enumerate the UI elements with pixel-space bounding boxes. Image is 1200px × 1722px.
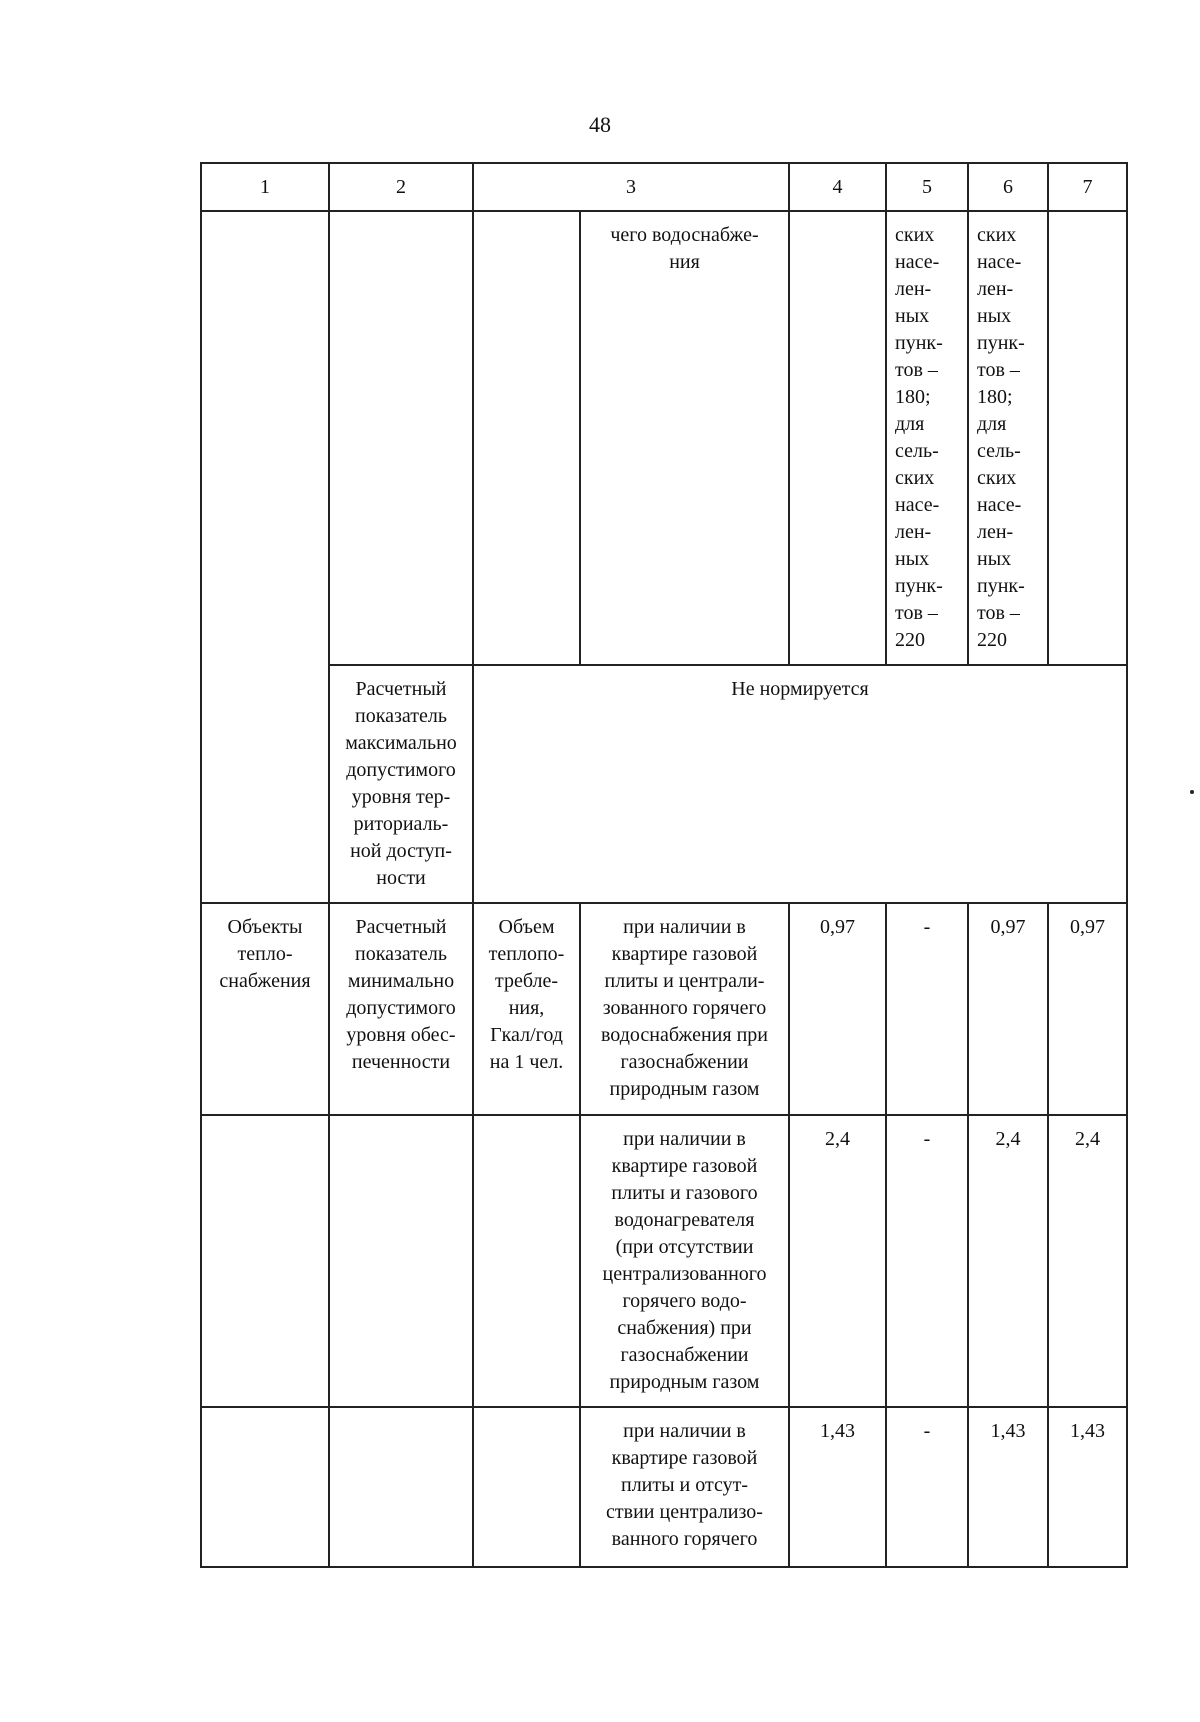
cell-condition: чего водоснабже- ния <box>580 211 789 665</box>
cell-value-5: - <box>886 1115 968 1407</box>
cell-value-4: 1,43 <box>789 1407 886 1567</box>
cell-value-6: ских насе- лен- ных пунк- тов – 180; для сель- ских насе- лен- ных пунк- тов – 220 <box>968 211 1048 665</box>
cell-unit-empty <box>473 1115 580 1407</box>
cell-value-5: - <box>886 903 968 1115</box>
header-col-2: 2 <box>329 163 473 211</box>
header-col-3: 3 <box>473 163 789 211</box>
cell-value-4-empty <box>789 211 886 665</box>
cell-indicator-empty <box>329 211 473 665</box>
cell-condition: при наличии в квартире газовой плиты и централи- зованного горячего водоснабжения при газоснабжении природным газом <box>580 903 789 1115</box>
cell-value-5: - <box>886 1407 968 1567</box>
header-col-5: 5 <box>886 163 968 211</box>
cell-not-normed: Не нормируется <box>473 665 1127 903</box>
cell-value-5: ских насе- лен- ных пунк- тов – 180; для сель- ских насе- лен- ных пунк- тов – 220 <box>886 211 968 665</box>
cell-value-7: 0,97 <box>1048 903 1127 1115</box>
cell-unit-empty <box>473 211 580 665</box>
norms-table <box>200 162 1128 1568</box>
table-row <box>201 211 1127 665</box>
cell-value-7: 1,43 <box>1048 1407 1127 1567</box>
cell-unit: Объем теплопо- требле- ния, Гкал/год на 1 чел. <box>473 903 580 1115</box>
cell-value-6: 0,97 <box>968 903 1048 1115</box>
cell-indicator-empty <box>329 1115 473 1407</box>
cell-value-7: 2,4 <box>1048 1115 1127 1407</box>
header-col-4: 4 <box>789 163 886 211</box>
header-col-6: 6 <box>968 163 1048 211</box>
cell-indicator-empty <box>329 1407 473 1567</box>
header-col-1: 1 <box>201 163 329 211</box>
cell-condition: при наличии в квартире газовой плиты и газового водонагревателя (при отсутствии централизованного горячего водо- снабжения) при газоснабжении природным газом <box>580 1115 789 1407</box>
cell-value-4: 2,4 <box>789 1115 886 1407</box>
cell-object-empty <box>201 211 329 903</box>
cell-object-empty <box>201 1407 329 1567</box>
table-row <box>201 1115 1127 1407</box>
cell-object: Объекты тепло- снабжения <box>201 903 329 1115</box>
table-header-row <box>201 163 1127 211</box>
cell-object-empty <box>201 1115 329 1407</box>
cell-value-6: 1,43 <box>968 1407 1048 1567</box>
cell-value-4: 0,97 <box>789 903 886 1115</box>
cell-unit-empty <box>473 1407 580 1567</box>
cell-value-7-empty <box>1048 211 1127 665</box>
cell-indicator: Расчетный показатель минимально допустимого уровня обес- печенности <box>329 903 473 1115</box>
table-row <box>201 665 1127 903</box>
scan-speck <box>1190 790 1194 794</box>
cell-indicator: Расчетный показатель максимально допустимого уровня тер- риториаль- ной доступ- ности <box>329 665 473 903</box>
table-row <box>201 1407 1127 1567</box>
cell-value-6: 2,4 <box>968 1115 1048 1407</box>
cell-condition: при наличии в квартире газовой плиты и отсут- ствии централизо- ванного горячего <box>580 1407 789 1567</box>
header-col-7: 7 <box>1048 163 1127 211</box>
table-row <box>201 903 1127 1115</box>
page-number: 48 <box>589 112 611 137</box>
